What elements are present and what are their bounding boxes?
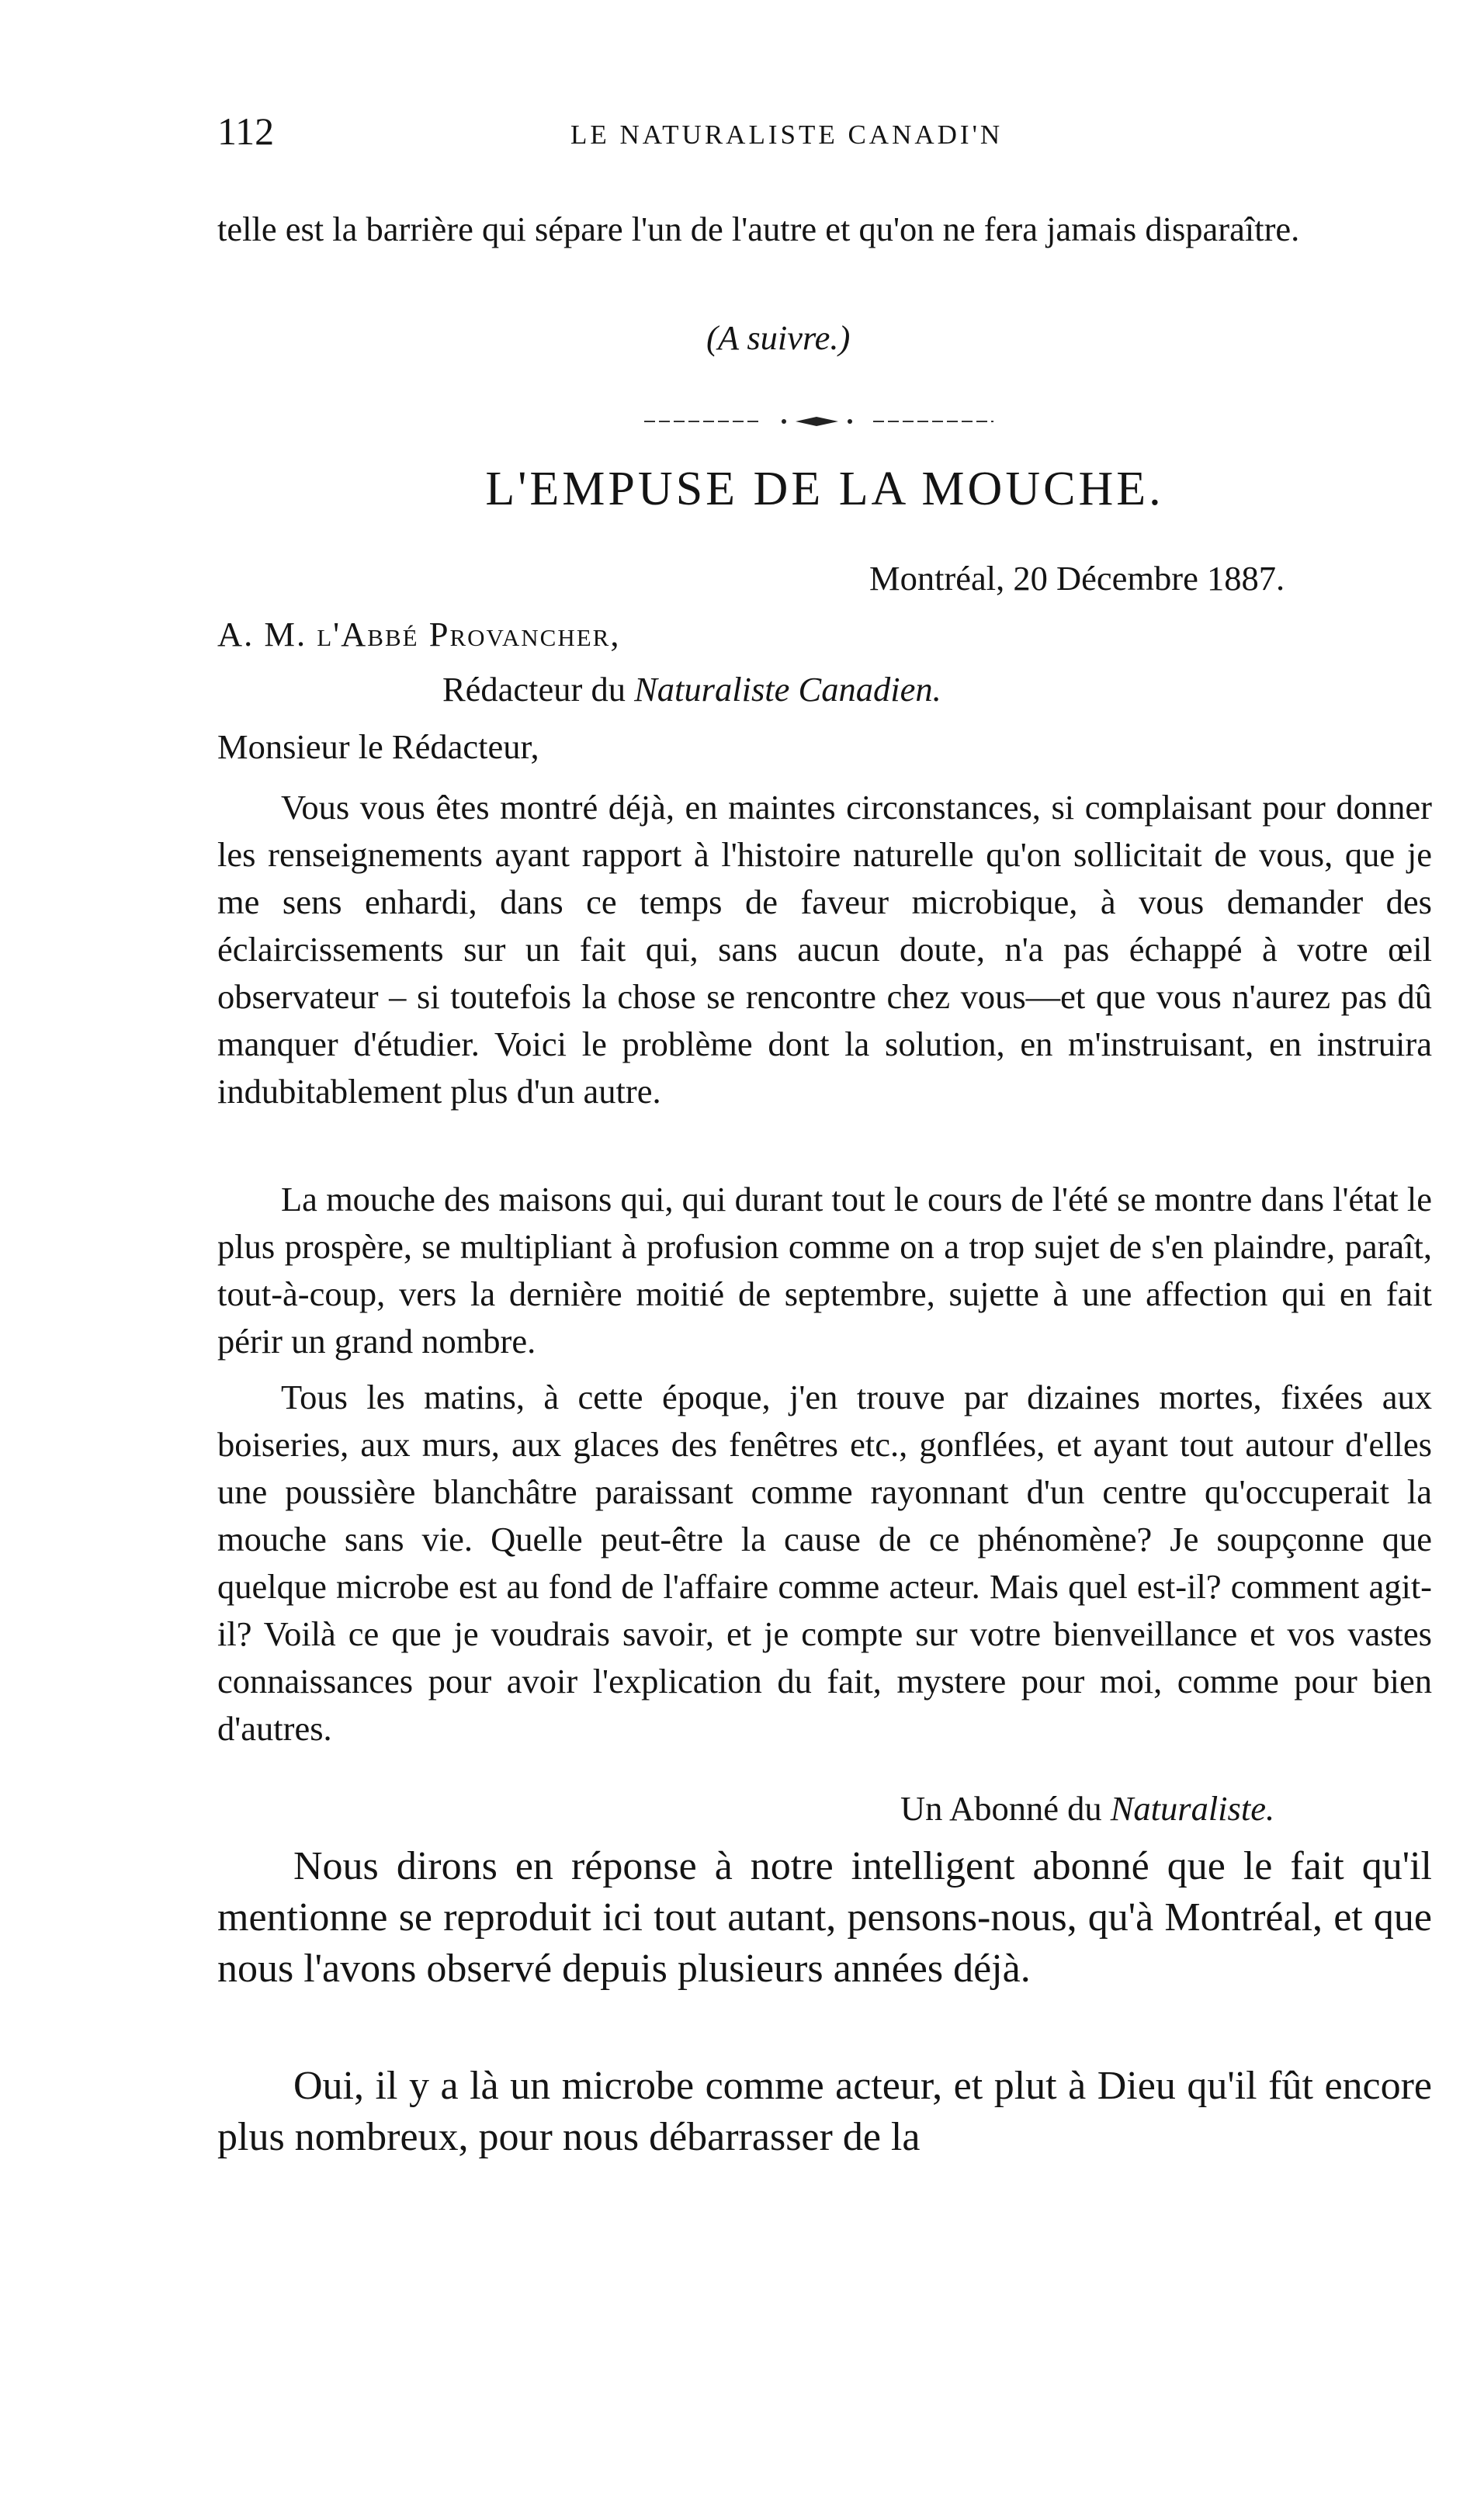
continuation-paragraph: telle est la barrière qui sépare l'un de l'autre et qu'on ne fera jamais disparaître.	[217, 210, 1300, 248]
page-number: 112	[217, 109, 275, 153]
journal-name: Naturaliste Canadien.	[634, 670, 941, 709]
signature-prefix: Un Abonné du	[900, 1789, 1111, 1828]
running-head: LE NATURALISTE CANADI'N	[570, 120, 1004, 150]
signature-journal: Naturaliste.	[1110, 1789, 1275, 1828]
dateline: Montréal, 20 Décembre 1887.	[869, 559, 1285, 598]
letter-paragraph-3: Tous les matins, à cette époque, j'en trouve par dizaines mortes, fixées aux boiseries, aux murs, aux glaces des fenêtres etc., gonflées, et ayant tout autour d'elles une poussière blanchâtre paraissant comme rayonnant d'un centre qu'occuperait la mouche sans vie. Quelle peut-être la cause de ce phénomène? Je soupçonne que quelque microbe est au fond de l'affaire comme acteur. Mais quel est-il? comment agit-il? Voilà ce que je voudrais savoir, et je compte sur votre bienveillance et vos vastes connaissances pour avoir l'explication du fait, mystere pour moi, comme pour bien d'autres.	[217, 1378, 1432, 1748]
addressee-role	[442, 666, 941, 713]
salutation: Monsieur le Rédacteur,	[217, 727, 539, 766]
letter-paragraph-2: La mouche des maisons qui, qui durant tout le cours de l'été se montre dans l'état le plus prospère, se multipliant à profusion comme on a trop sujet de s'en plaindre, paraît, tout-à-coup, vers la dernière moitié de septembre, sujette à une affection qui en fait périr un grand nombre.	[217, 1180, 1432, 1361]
article-title: L'EMPUSE DE LA MOUCHE.	[485, 463, 1164, 515]
section-divider	[636, 414, 1001, 429]
addressee-role-prefix: Rédacteur du	[442, 670, 635, 709]
to-be-continued-note: (A suivre.)	[706, 318, 851, 357]
letter-signature	[900, 1785, 1274, 1832]
addressee: A. M. l'Abbé Provancher,	[217, 615, 621, 654]
letter-paragraph-1: Vous vous êtes montré déjà, en maintes circonstances, si complaisant pour donner les renseignements ayant rapport à l'histoire naturelle qu'on sollicitait de vous, que je me sens enhardi, dans ce temps de faveur microbique, à vous demander des éclaircissements sur un fait qui, sans aucun doute, n'a pas échappé à votre œil observateur – si toutefois la chose se rencontre chez vous—et que vous n'aurez pas dû manquer d'étudier. Voici le problème dont la solution, en m'instruisant, en instruira indubitablement plus d'un autre.	[217, 788, 1432, 1111]
reply-paragraph-2: Oui, il y a là un microbe comme acteur, et plut à Dieu qu'il fût encore plus nombreux, pour nous débarrasser de la	[217, 2064, 1432, 2159]
reply-paragraph-1: Nous dirons en réponse à notre intelligent abonné que le fait qu'il mentionne se reproduit ici tout autant, pensons-nous, qu'à Montréal, et que nous l'avons observé depuis plusieurs années déjà.	[217, 1844, 1432, 1991]
page-header	[217, 109, 1079, 163]
